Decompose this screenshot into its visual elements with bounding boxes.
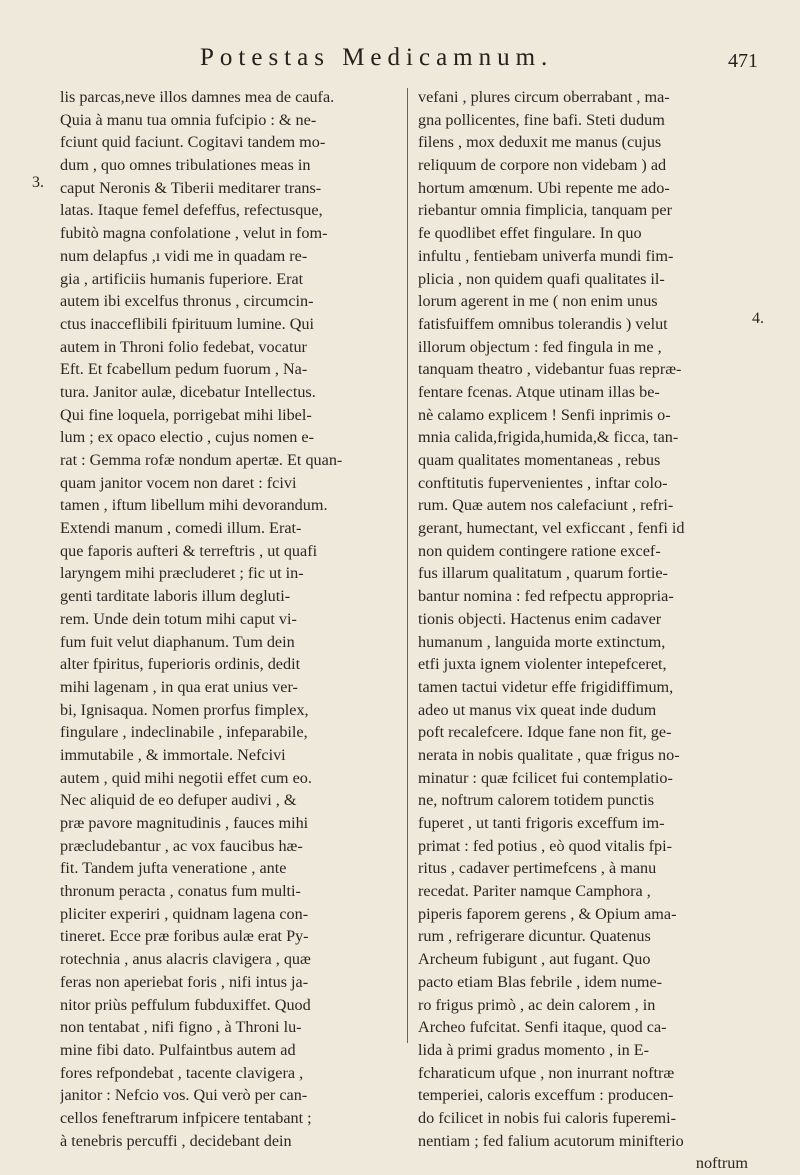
text-line: rat : Gemma rofæ nondum apertæ. Et quan- [60,451,343,469]
page-number: 471 [728,50,758,72]
column-divider [407,88,408,1043]
text-line: Archeo fufcitat. Senfi itaque, quod ca- [418,1018,667,1037]
text-line: ctus inacceflibili fpirituum lumine. Qui [60,314,314,333]
text-line: fores refpondebat , tacente clavigera , [60,1063,304,1082]
text-line: fingulare , indeclinabile , infeparabile, [60,723,308,742]
text-line: quam qualitates momentaneas , rebus [418,451,661,469]
text-line: thronum peracta , conatus fum multi- [60,882,301,901]
text-line: fubitò magna confolatione , velut in fom- [60,224,328,243]
text-line: nitor priùs peffulum fubduxiffet. Quod [60,995,311,1014]
text-line: mihi lagenam , in qua erat unius ver- [60,677,298,696]
text-line: gerant, humectant, vel exficcant , fenfi id [418,519,685,538]
text-line: pliciter experiri , quidnam lagena con- [60,904,309,923]
text-line: bi, Ignisaqua. Nomen prorfus fimplex, [60,700,309,719]
text-line: tamen tactui videtur effe frigidiffimum, [418,677,674,696]
text-line: adeo ut manus vix queat inde dudum [418,700,657,719]
text-line: alter fpiritus, fuperioris ordinis, dedit [60,655,301,674]
text-line: fciunt quid faciunt. Cogitavi tandem mo- [60,133,326,152]
text-line: num delapfus ,ı vidi me in quadam re- [60,246,308,265]
text-line: Eft. Et fcabellum pedum fuorum , Na- [60,360,308,379]
text-line: non tentabat , nifi figno , à Throni lu- [60,1018,302,1037]
text-line: tura. Janitor aulæ, dicebatur Intellectus. [60,382,316,401]
text-line: infultu , fentiebam univerfa mundi fim- [418,246,674,265]
text-line: gia , artificiis humanis fuperiore. Erat [60,269,304,288]
text-line: primat : fed potius , eò quod vitalis fpi- [418,836,673,855]
text-line: genti tarditate laboris illum degluti- [60,587,291,606]
text-line: do fcilicet in nobis fui caloris fuperemi- [418,1108,677,1127]
text-line: recedat. Pariter namque Camphora , [418,882,651,901]
text-line: non quidem contingere ratione excef- [418,541,661,560]
text-line: mnia calida,frigida,humida,& ficca, tan- [418,428,679,447]
text-line: Quia à manu tua omnia fufcipio : & ne- [60,110,317,129]
text-line: rotechnia , anus alacris clavigera , quæ [60,950,311,969]
text-line: etfi juxta ignem violenter intepefceret, [418,655,667,674]
text-line: à tenebris percuffi , decidebant dein [60,1131,292,1150]
text-line: tanquam theatro , videbantur fuas repræ- [418,360,682,379]
text-line: immutabile , & immortale. Nefcivi [60,745,286,764]
text-line: fuperet , ut tanti frigoris exceffum im- [418,814,665,832]
text-line: Extendi manum , comedi illum. Erat- [60,519,302,538]
margin-number-right: 4. [752,310,764,327]
text-line: nerata in nobis qualitate , quæ frigus no- [418,745,680,764]
text-line: tionis objecti. Hactenus enim cadaver [418,609,662,628]
text-line: feras non aperiebat foris , nifi intus ja- [60,972,309,991]
left-column [60,86,392,1152]
text-line: ritus , cadaver pertimefcens , à manu [418,859,657,878]
text-line: præcludebantur , ac vox faucibus hæ- [60,836,303,855]
text-line: nè calamo explicem ! Senfi inprimis o- [418,405,671,424]
text-line: latas. Itaque femel defeffus, refectusque, [60,201,323,220]
right-column [418,86,748,1175]
text-line: hortum amœnum. Ubi repente me ado- [418,178,670,197]
margin-number-left: 3. [32,174,44,191]
text-line: reliquum de corpore non videbam ) ad [418,156,667,175]
text-line: tamen , iftum libellum mihi devorandum. [60,496,328,515]
text-line: nentiam ; fed falium acutorum minifterio [418,1131,684,1150]
text-line: dum , quo omnes tribulationes meas in [60,156,311,175]
text-line: poft recalefcere. Idque fane non fit, ge- [418,723,672,742]
text-line: Nec aliquid de eo defuper audivi , & [60,791,297,810]
text-line: janitor : Nefcio vos. Qui verò per can- [60,1086,308,1105]
text-line: Archeum fubigunt , aut fugant. Quo [418,950,651,969]
text-line: autem , quid mihi negotii effet cum eo. [60,768,312,787]
text-line: filens , mox deduxit me manus (cujus [418,133,662,152]
text-line: que faporis aufteri & terreftris , ut quafi [60,541,318,560]
text-line: bantur nomina : fed refpectu appropria- [418,587,674,606]
text-line: pacto etiam Blas febrile , idem nume- [418,972,663,991]
text-line: fus illarum qualitatum , quarum fortie- [418,564,668,583]
running-head [0,44,800,84]
text-line: ne, noftrum calorem totidem punctis [418,791,655,810]
text-line: vefani , plures circum oberrabant , ma- [418,88,670,106]
text-line: illorum objectum : fed fingula in me , [418,337,662,356]
text-line: piperis faporem gerens , & Opium ama- [418,904,677,923]
text-line: fit. Tandem jufta veneratione , ante [60,859,287,878]
text-line: temperiei, caloris exceffum : producen- [418,1086,674,1105]
text-line: caput Neronis & Tiberii meditarer trans- [60,178,322,197]
text-line: mine fibi dato. Pulfaintbus autem ad [60,1040,296,1059]
text-line: laryngem mihi præcluderet ; fic ut in- [60,564,304,583]
text-line: plicia , non quidem quafi qualitates il- [418,269,665,288]
text-line: fatisfuiffem omnibus tolerandis ) velut [418,314,668,333]
text-line: rem. Unde dein totum mihi caput vi- [60,609,297,628]
text-line: præ pavore magnitudinis , fauces mihi [60,814,309,832]
text-line: rum. Quæ autem nos calefaciunt , refri- [418,496,674,515]
text-line: lis parcas,neve illos damnes mea de caufa. [60,88,335,106]
text-line: tineret. Ecce præ foribus aulæ erat Py- [60,927,309,946]
text-line: fentare fcenas. Atque utinam illas be- [418,382,660,401]
running-head-title: Potestas Medicamnum. [200,44,554,71]
text-line: cellos feneftrarum infpicere tentabant ; [60,1108,312,1127]
text-line: lida à primi gradus momento , in E- [418,1040,650,1059]
text-line: lum ; ex opaco electio , cujus nomen e- [60,428,314,447]
text-line: minatur : quæ fcilicet fui contemplatio- [418,768,673,787]
text-line: autem in Throni folio fedebat, vocatur [60,337,307,356]
text-line: Qui fine loquela, porrigebat mihi libel- [60,405,312,424]
text-line: quam janitor vocem non daret : fcivi [60,473,297,492]
text-line: fcharaticum ufque , non inurrant noftræ [418,1063,675,1082]
text-line: gna pollicentes, fine bafi. Steti dudum [418,110,665,129]
text-line: lorum agerent in me ( non enim unus [418,292,658,311]
catchword: noftrum [695,1154,748,1173]
text-line: conftitutis fupervenientes , inftar colo- [418,473,668,492]
text-line: fe quodlibet effet fingulare. In quo [418,224,642,243]
text-line: riebantur omnia fimplicia, tanquam per [418,201,672,220]
text-line: fum fuit velut diaphanum. Tum dein [60,632,295,651]
text-line: autem ibi excelfus thronus , circumcin- [60,292,314,311]
text-line: rum , refrigerare dicuntur. Quatenus [418,927,651,946]
text-line: ro frigus primò , ac dein calorem , in [418,995,656,1014]
text-line: humanum , languida morte extinctum, [418,632,666,651]
